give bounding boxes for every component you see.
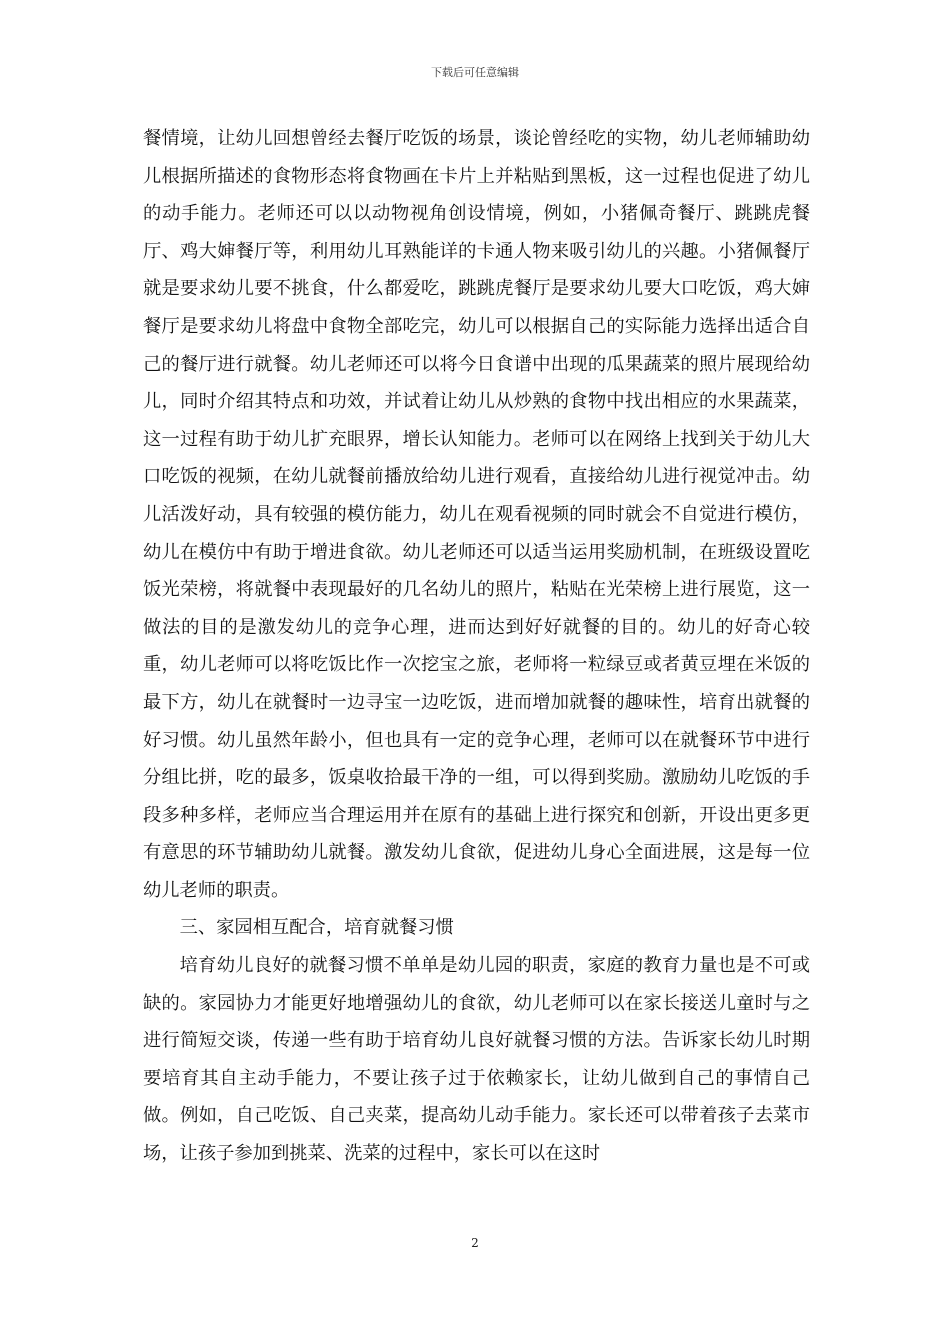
page-number: 2 — [471, 1236, 479, 1250]
section-heading: 三、家园相互配合，培育就餐习惯 — [179, 917, 454, 939]
paragraph-continued: 餐情境，让幼儿回想曾经去餐厅吃饭的场景，谈论曾经吃的实物，幼儿老师辅助幼儿根据所描述的食物形态将食物画在卡片上并粘贴到黑板，这一过程也促进了幼儿的动手能力。老师还可以以动物视角创设情境，例如，小猪佩奇餐厅、跳跳虎餐厅、鸡大婶餐厅等，利用幼儿耳熟能详的卡通人物来吸引幼儿的兴趣。小猪佩餐厅就是要求幼儿要不挑食，什么都爱吃，跳跳虎餐厅是要求幼儿要大口吃饭，鸡大婶餐厅是要求幼儿将盘中食物全部吃完，幼儿可以根据自己的实际能力选择出适合自己的餐厅进行就餐。幼儿老师还可以将今日食谱中出现的瓜果蔬菜的照片展现给幼儿，同时介绍其特点和功效，并试着让幼儿从炒熟的食物中找出相应的水果蔬菜，这一过程有助于幼儿扩充眼界，增长认知能力。老师可以在网络上找到关于幼儿大口吃饭的视频，在幼儿就餐前播放给幼儿进行观看，直接给幼儿进行视觉冲击。幼儿活泼好动，具有较强的模仿能力，幼儿在观看视频的同时就会不自觉进行模仿，幼儿在模仿中有助于增进食欲。幼儿老师还可以适当运用奖励机制，在班级设置吃饭光荣榜，将就餐中表现最好的几名幼儿的照片，粘贴在光荣榜上进行展览，这一做法的目的是激发幼儿的竞争心理，进而达到好好就餐的目的。幼儿的好奇心较重，幼儿老师可以将吃饭比作一次挖宝之旅，老师将一粒绿豆或者黄豆埋在米饭的最下方，幼儿在就餐时一边寻宝一边吃饭，进而增加就餐的趣味性，培育出就餐的好习惯。幼儿虽然年龄小，但也具有一定的竞争心理，老师可以在就餐环节中进行分组比拼，吃的最多，饭桌收拾最干净的一组，可以得到奖励。激励幼儿吃饭的手段多种多样，老师应当合理运用并在原有的基础上进行探究和创新，开设出更多更有意思的环节辅助幼儿就餐。激发幼儿食欲，促进幼儿身心全面进展，这是每一位幼儿老师的职责。 — [143, 128, 810, 901]
body-text — [143, 120, 810, 1173]
page-header-note: 下载后可任意编辑 — [431, 66, 519, 79]
paragraph: 培育幼儿良好的就餐习惯不单单是幼儿园的职责，家庭的教育力量也是不可或缺的。家园协力才能更好地增强幼儿的食欲，幼儿老师可以在家长接送儿童时与之进行简短交谈，传递一些有助于培育幼儿良好就餐习惯的方法。告诉家长幼儿时期要培育其自主动手能力，不要让孩子过于依赖家长，让幼儿做到自己的事情自己做。例如，自己吃饭、自己夹菜，提高幼儿动手能力。家长还可以带着孩子去菜市场，让孩子参加到挑菜、洗菜的过程中，家长可以在这时 — [143, 955, 810, 1165]
